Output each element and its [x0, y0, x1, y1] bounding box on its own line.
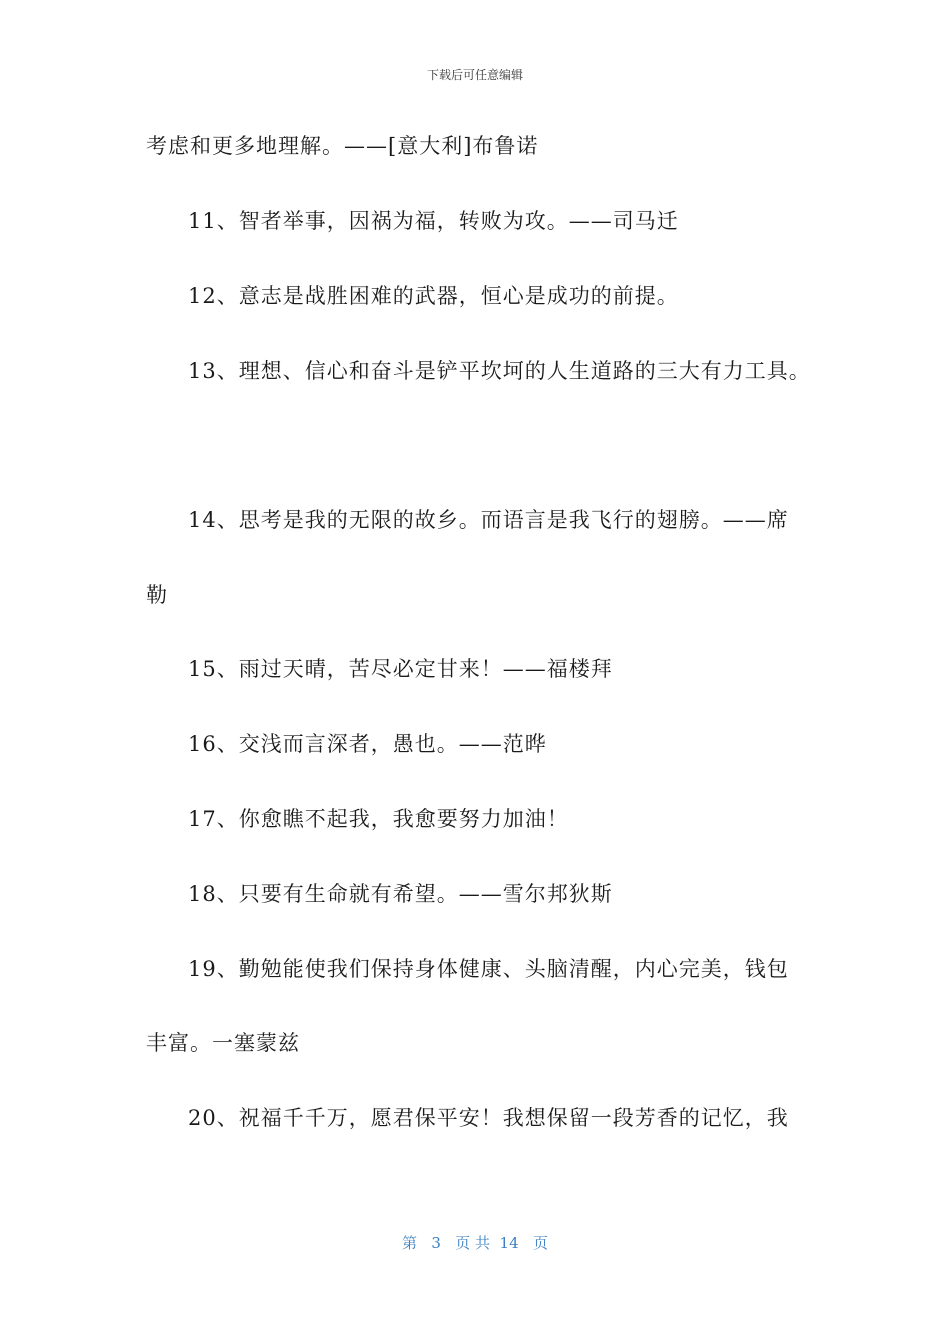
text-line: 12、意志是战胜困难的武器，恒心是成功的前提。: [188, 284, 679, 308]
text-line: 15、雨过天晴，苦尽必定甘来！——福楼拜: [188, 657, 613, 681]
text-line: 16、交浅而言深者，愚也。——范晔: [188, 732, 547, 756]
footer-total-pages: 14: [499, 1234, 519, 1252]
footer-ye-gong: 页 共: [455, 1234, 490, 1252]
text-line: 11、智者举事，因祸为福，转败为攻。——司马迁: [188, 209, 679, 233]
footer-page-number: 3: [431, 1234, 441, 1252]
text-line: 丰富。一塞蒙兹: [146, 1031, 300, 1055]
text-line: 14、思考是我的无限的故乡。而语言是我飞行的翅膀。——席: [188, 508, 789, 532]
text-line: 勒: [146, 583, 168, 607]
text-line: 18、只要有生命就有希望。——雪尔邦狄斯: [188, 882, 613, 906]
text-line: 考虑和更多地理解。——[意大利]布鲁诺: [146, 134, 539, 158]
text-line: 13、理想、信心和奋斗是铲平坎坷的人生道路的三大有力工具。: [188, 359, 811, 383]
text-line: 20、祝福千千万，愿君保平安！我想保留一段芳香的记忆，我: [188, 1106, 789, 1130]
text-line: 17、你愈瞧不起我，我愈要努力加油！: [188, 807, 569, 831]
page-header: 下载后可任意编辑: [426, 68, 523, 82]
footer-ye: 页: [532, 1234, 548, 1252]
page-footer: [0, 1232, 950, 1253]
footer-di: 第: [402, 1234, 418, 1252]
text-line: 19、勤勉能使我们保持身体健康、头脑清醒，内心完美，钱包: [188, 957, 789, 981]
